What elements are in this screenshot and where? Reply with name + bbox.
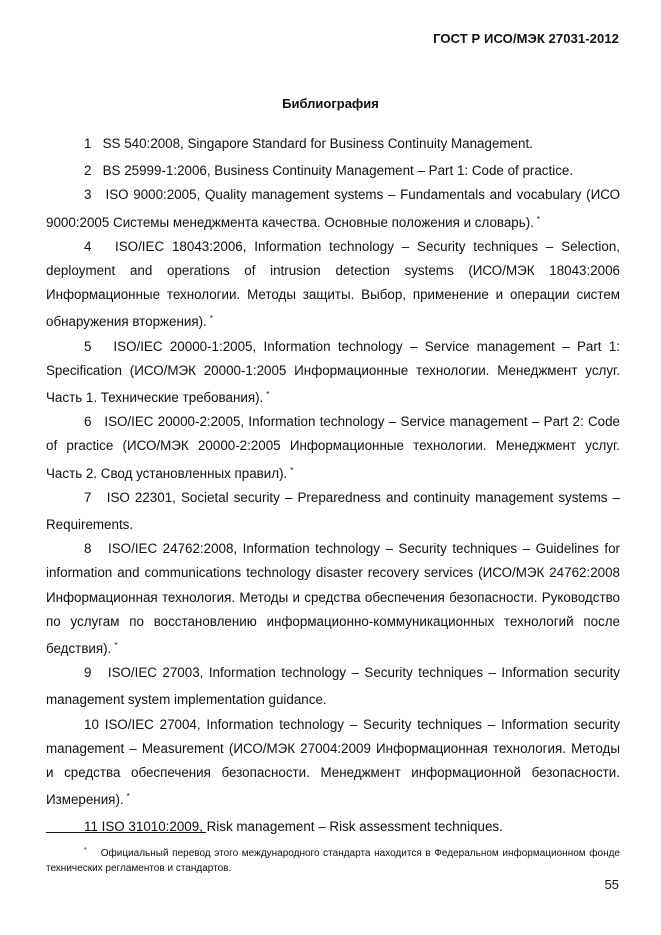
- page-title: Библиография: [282, 96, 379, 111]
- entry-number: 1: [84, 136, 92, 151]
- entry-number: 4: [84, 238, 92, 254]
- entry-number: 7: [84, 489, 92, 505]
- bibliography-entry-2: [46, 156, 620, 183]
- entry-text: ISO 9000:2005, Quality management systems – Fundamentals and vocabulary (ИСО 9000:2005 Системы менеджмента качества. Основные положения и словарь).: [46, 187, 620, 230]
- entry-number: 5: [84, 338, 92, 354]
- entry-number: 3: [84, 187, 92, 203]
- entry-footnote-mark: *: [290, 465, 294, 475]
- entry-text: ISO 31010:2009, Risk management – Risk assessment techniques.: [101, 819, 503, 835]
- entry-number: 6: [84, 414, 92, 430]
- entry-text: ISO 22301, Societal security – Preparedness and continuity management systems – Requirements.: [46, 489, 620, 533]
- entry-text: ISO/IEC 20000-2:2005, Information technology – Service management – Part 2: Code of practice (ИСО/МЭК 20000-2:2005 Информационные технологии. Менеджмент услуг. Часть 2. Свод установленных правил).: [46, 414, 620, 481]
- entry-text: ISO/IEC 27003, Information technology – Security techniques – Information security management system implementation guidance.: [46, 665, 620, 708]
- entry-number: 8: [84, 541, 92, 557]
- footnote-text: Официальный перевод этого международного стандарта находится в Федеральном информационном фонде технических регламентов и стандартов.: [46, 848, 620, 874]
- entry-number: 10: [84, 716, 99, 732]
- document-code-header: ГОСТ Р ИСО/МЭК 27031-2012: [433, 31, 619, 46]
- footnote-mark: *: [84, 847, 87, 854]
- bibliography-entry-11: [46, 812, 620, 839]
- entry-text: ISO/IEC 24762:2008, Information technology – Security techniques – Guidelines for information and communications technology disaster recovery services (ИСО/МЭК 24762:2008 Информационная технология. Методы и средства обеспечения безопасности. Руководство по услугам по восстановлению информационно-коммуникационных технологий после бедствия).: [46, 541, 620, 657]
- entry-footnote-mark: *: [536, 214, 541, 224]
- entry-text: BS 25999-1:2006, Business Continuity Management – Part 1: Code of practice.: [102, 163, 574, 179]
- entry-number: 9: [84, 665, 92, 681]
- entry-footnote-mark: *: [209, 314, 213, 324]
- entry-footnote-mark: *: [114, 641, 118, 651]
- entry-text: ISO/IEC 18043:2006, Information technology – Security techniques – Selection, deployment and operations of intrusion detection systems (ИСО/МЭК 18043:2006 Информационные технологии. Методы защиты. Выбор, применение и операции систем обнаружения вторжения).: [46, 238, 620, 330]
- footnote: [46, 843, 620, 876]
- bibliography-entry-6: [46, 410, 620, 486]
- footnote-divider: [46, 832, 206, 833]
- entry-footnote-mark: *: [126, 792, 130, 802]
- bibliography-entry-4: [46, 235, 620, 335]
- bibliography-entry-1: [46, 129, 620, 156]
- bibliography-entry-8: [46, 537, 620, 661]
- bibliography-entry-10: [46, 713, 620, 813]
- bibliography-entry-9: [46, 661, 620, 712]
- entry-text: SS 540:2008, Singapore Standard for Business Continuity Management.: [102, 136, 533, 151]
- entry-text: ISO/IEC 27004, Information technology – Security techniques – Information security management – Measurement (ИСО/МЭК 27004:2009 Информационная технология. Методы и средства обеспечения безопасности. Менеджмент информационной безопасности. Измерения).: [46, 716, 620, 808]
- page-number: 55: [604, 877, 619, 892]
- entry-number: 11: [84, 819, 98, 835]
- bibliography-entry-3: [46, 183, 620, 234]
- entry-footnote-mark: *: [266, 390, 270, 400]
- entry-text: ISO/IEC 20000-1:2005, Information technology – Service management – Part 1: Specification (ИСО/МЭК 20000-1:2005 Информационные технологии. Менеджмент услуг. Часть 1. Технические требования).: [46, 338, 620, 406]
- bibliography-entry-7: [46, 486, 620, 537]
- entry-number: 2: [84, 163, 92, 179]
- bibliography-entry-5: [46, 335, 620, 411]
- bibliography-list: [46, 129, 620, 840]
